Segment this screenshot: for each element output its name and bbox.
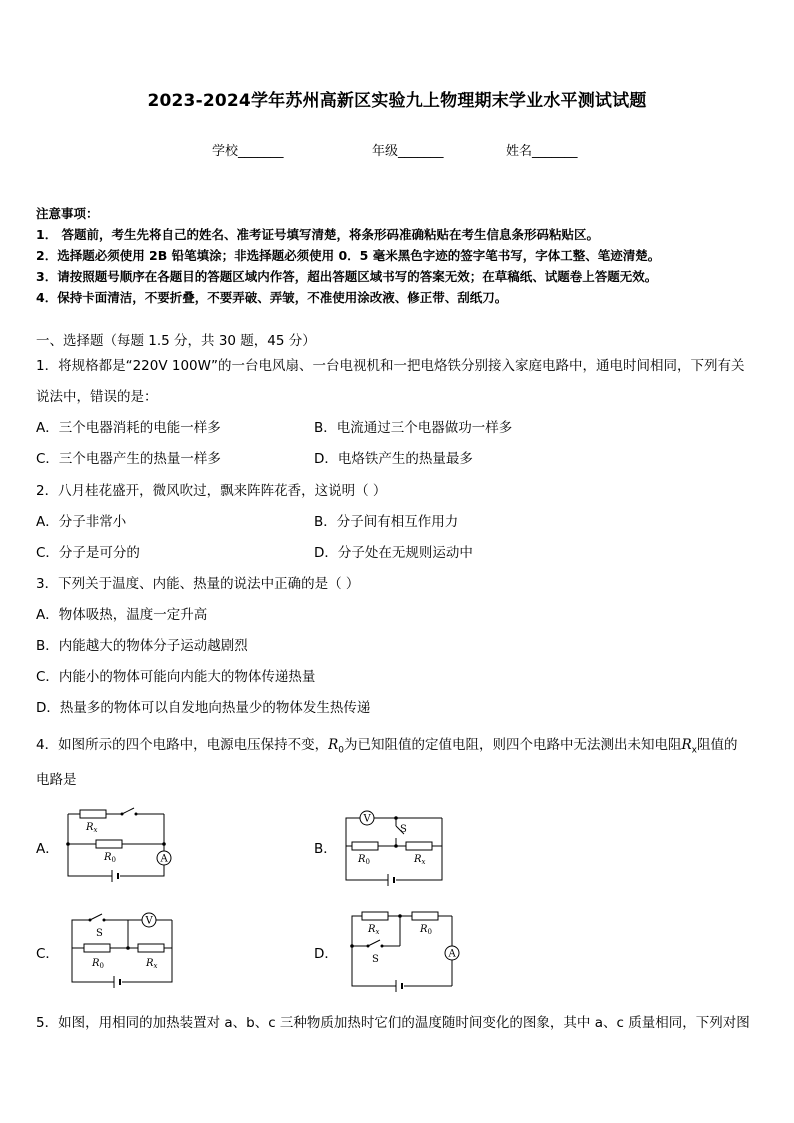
q3-option-b: B．内能越大的物体分子运动越剧烈	[36, 638, 248, 654]
q4-stem-line1	[36, 733, 738, 756]
q2-stem: 2．八月桂花盛开，微风吹过，飘来阵阵花香，这说明（ ）	[36, 483, 387, 499]
switch-label: S	[400, 824, 407, 835]
rx-label: $R_x$	[86, 822, 98, 834]
q4-option-d-label: D．	[314, 946, 338, 962]
q4-option-b-label: B．	[314, 841, 337, 857]
school-field: 学校_______	[212, 144, 284, 159]
rx-label: $R_x$	[368, 924, 380, 936]
name-field: 姓名_______	[506, 144, 578, 159]
notice-item-2: 2．选择题必须使用 2B 铅笔填涂；非选择题必须使用 0．5 毫米黑色字迹的签字笔书写，字体工整、笔迹清楚。	[36, 248, 661, 263]
page-title: 2023-2024学年苏州高新区实验九上物理期末学业水平测试试题	[147, 91, 647, 111]
circuit-c-diagram	[66, 908, 182, 996]
q1-option-d: D．电烙铁产生的热量最多	[314, 451, 473, 467]
q2-option-a: A．分子非常小	[36, 514, 127, 530]
q2-option-d: D．分子处在无规则运动中	[314, 545, 473, 561]
r0-label: $R_0$	[420, 924, 432, 936]
notice-item-4: 4．保持卡面清洁，不要折叠，不要弄破、弄皱，不准使用涂改液、修正带、刮纸刀。	[36, 290, 508, 305]
q5-stem: 5．如图，用相同的加热装置对 a、b、c 三种物质加热时它们的温度随时间变化的图象，其中 a、c 质量相同，下列对图	[36, 1015, 750, 1031]
circuit-d-diagram	[346, 906, 462, 1000]
r0-label: $R_0$	[92, 958, 104, 970]
switch-label: S	[372, 954, 379, 965]
q4-option-c-label: C．	[36, 946, 59, 962]
voltmeter-label: V	[363, 813, 371, 825]
rx-label: $R_x$	[414, 854, 426, 866]
q4-r0-subscript: 0	[338, 745, 344, 756]
ammeter-label: A	[448, 948, 456, 960]
switch-contact	[121, 813, 124, 816]
q4-option-a-label: A．	[36, 841, 59, 857]
q4-rx-subscript: x	[691, 745, 697, 756]
q3-option-d: D．热量多的物体可以自发地向热量少的物体发生热传递	[36, 700, 371, 716]
r0-label: $R_0$	[104, 852, 116, 864]
notice-item-1: 1． 答题前，考生先将自己的姓名、准考证号填写清楚，将条形码准确粘贴在考生信息条形码粘贴区。	[36, 227, 600, 242]
q1-option-a: A．三个电器消耗的电能一样多	[36, 420, 221, 436]
grade-field: 年级_______	[372, 144, 444, 159]
q4-stem-part3: 阻值的	[697, 737, 738, 753]
rx-label: $R_x$	[146, 958, 158, 970]
q3-option-c: C．内能小的物体可能向内能大的物体传递热量	[36, 669, 316, 685]
q2-option-c: C．分子是可分的	[36, 545, 140, 561]
circuit-a-diagram	[62, 804, 182, 890]
q4-stem-part1: 4．如图所示的四个电路中，电源电压保持不变，	[36, 737, 329, 753]
q4-stem-part2: 为已知阻值的定值电阻，则四个电路中无法测出未知电阻	[344, 737, 682, 753]
r0-label: $R_0$	[358, 854, 370, 866]
q2-option-b: B．分子间有相互作用力	[314, 514, 459, 530]
q4-rx-symbol: R	[681, 737, 692, 753]
q4-stem-line2: 电路是	[36, 772, 77, 788]
notice-item-3: 3．请按照题号顺序在各题目的答题区域内作答，超出答题区域书写的答案无效；在草稿纸、试题卷上答题无效。	[36, 269, 658, 284]
section-heading: 一、选择题（每题 1.5 分，共 30 题，45 分）	[36, 333, 316, 349]
q3-option-a: A．物体吸热，温度一定升高	[36, 607, 208, 623]
q3-stem: 3．下列关于温度、内能、热量的说法中正确的是（ ）	[36, 576, 360, 592]
q1-stem-line2: 说法中，错误的是：	[36, 389, 158, 405]
circuit-b-diagram	[340, 806, 450, 894]
switch-label: S	[96, 928, 103, 939]
ammeter-label: A	[160, 853, 168, 865]
q1-option-c: C．三个电器产生的热量一样多	[36, 451, 221, 467]
q1-stem-line1: 1．将规格都是“220V 100W”的一台电风扇、一台电视机和一把电烙铁分别接入家庭电路中，通电时间相同，下列有关	[36, 358, 745, 374]
voltmeter-label: V	[145, 915, 153, 927]
q1-option-b: B．电流通过三个电器做功一样多	[314, 420, 513, 436]
notice-heading: 注意事项：	[36, 206, 99, 221]
q4-r0-symbol: R	[328, 737, 339, 753]
